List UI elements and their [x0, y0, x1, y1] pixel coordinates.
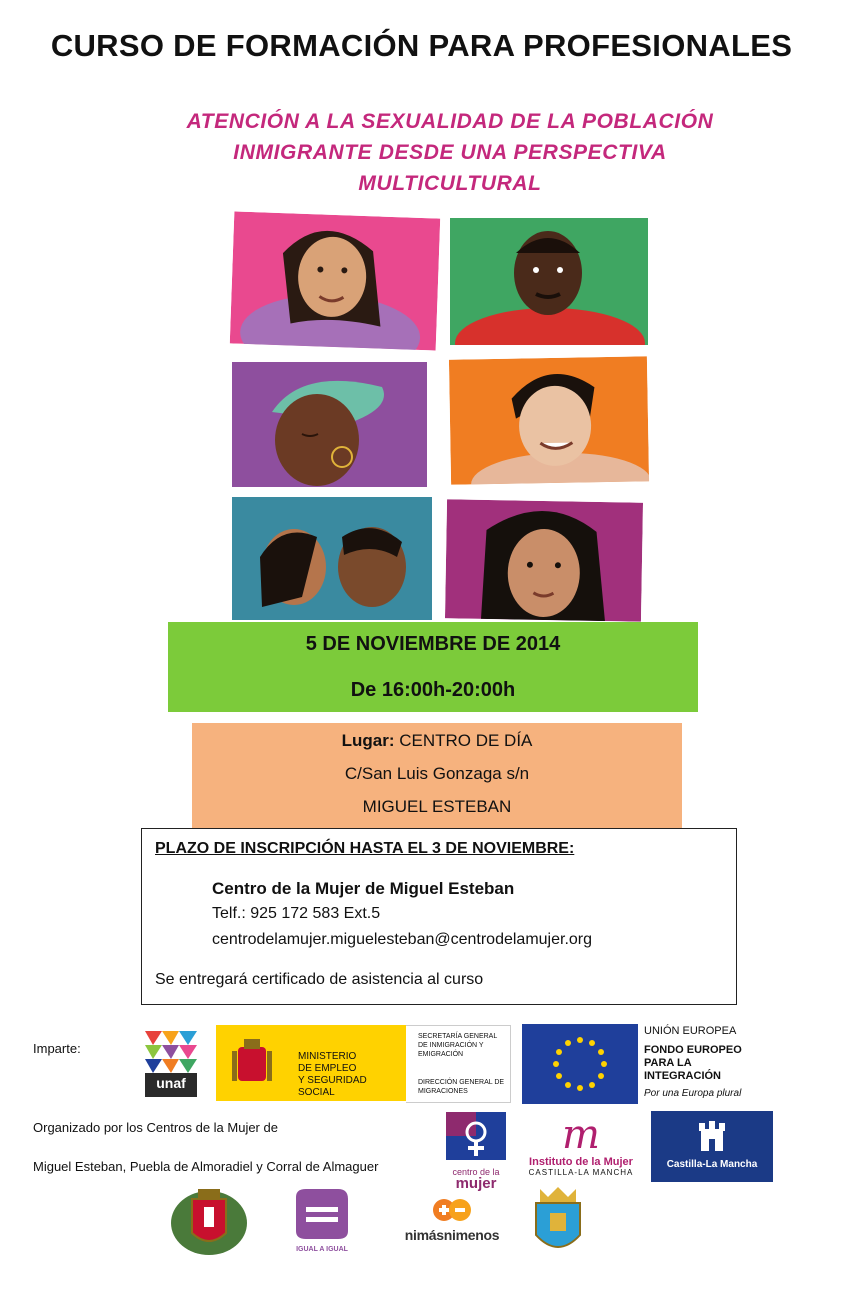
- subtitle-line-1: ATENCIÓN A LA SEXUALIDAD DE LA POBLACIÓN: [186, 110, 714, 133]
- registration-organization: Centro de la Mujer de Miguel Esteban: [212, 879, 515, 898]
- subtitle-line-3: MULTICULTURAL: [358, 172, 542, 195]
- ministry-logo: [216, 1025, 406, 1101]
- crown-crest-icon: [528, 1185, 588, 1261]
- secretaria-line-3: EMIGRACIÓN: [418, 1051, 464, 1058]
- instituto-mujer-logo: [522, 1114, 640, 1186]
- portrait-couple: [232, 497, 432, 620]
- course-date: 5 DE NOVIEMBRE DE 2014: [305, 633, 561, 655]
- eu-line-4: INTEGRACIÓN: [644, 1070, 721, 1082]
- registration-deadline: PLAZO DE INSCRIPCIÓN HASTA EL 3 DE NOVIEMBRE:: [155, 840, 575, 857]
- organized-line-2: Miguel Esteban, Puebla de Almoradiel y Corral de Almaguer: [33, 1159, 379, 1174]
- clm-text: Castilla-La Mancha: [666, 1159, 758, 1170]
- direccion-line-1: DIRECCIÓN GENERAL DE: [418, 1079, 505, 1086]
- direccion-line-2: MIGRACIONES: [418, 1088, 468, 1095]
- eu-text: [644, 1025, 742, 1100]
- date-box: [168, 622, 698, 712]
- eu-line-3: PARA LA: [644, 1057, 692, 1069]
- nimasnimenos-logo: [396, 1198, 508, 1252]
- imparte-label: Imparte:: [33, 1041, 81, 1056]
- centro-mujer-line-1: centro de la: [452, 1167, 500, 1177]
- registration-phone: Telf.: 925 172 583 Ext.5: [212, 905, 381, 922]
- municipal-crest-1: [168, 1183, 250, 1257]
- ministry-line-3: Y SEGURIDAD SOCIAL: [298, 1075, 367, 1098]
- venue-box: [192, 723, 682, 828]
- registration-email[interactable]: centrodelamujer.miguelesteban@centrodelamujer.org: [212, 931, 593, 948]
- venue-street: C/San Luis Gonzaga s/n: [344, 764, 530, 783]
- portrait-woman-headscarf: [232, 362, 427, 487]
- portrait-man-dark: [450, 218, 648, 345]
- venue-town: MIGUEL ESTEBAN: [362, 797, 512, 816]
- eu-motto: Por una Europa plural: [644, 1088, 742, 1099]
- instituto-name: Instituto de la Mujer: [529, 1156, 633, 1168]
- page-title: CURSO DE FORMACIÓN PARA PROFESIONALES: [50, 28, 793, 63]
- spain-coat-of-arms-icon: [230, 1037, 274, 1089]
- eu-line-2: FONDO EUROPEO: [644, 1044, 742, 1056]
- nimas-text: nimásnimenos: [404, 1227, 500, 1243]
- municipal-crest-2: [528, 1185, 588, 1261]
- igual-icon: [290, 1187, 354, 1241]
- ministry-line-1: MINISTERIO: [298, 1051, 357, 1062]
- venue-place-name: CENTRO DE DÍA: [394, 731, 533, 750]
- portrait-woman-long-hair: [445, 499, 643, 621]
- course-time: De 16:00h-20:00h: [350, 679, 516, 701]
- unaf-logo: [145, 1031, 197, 1097]
- centro-mujer-line-2: mujer: [455, 1175, 497, 1192]
- organized-line-1: Organizado por los Centros de la Mujer de: [33, 1120, 278, 1135]
- castle-icon: [697, 1119, 727, 1153]
- ministry-line-2: DE EMPLEO: [298, 1063, 357, 1074]
- ministry-departments: [406, 1025, 511, 1103]
- instituto-m-icon: m: [562, 1112, 600, 1158]
- eu-stars-icon: [522, 1024, 638, 1104]
- secretaria-line-2: DE INMIGRACIÓN Y: [418, 1042, 484, 1049]
- eu-flag: [522, 1024, 638, 1104]
- venue-label: Lugar:: [341, 731, 395, 750]
- portrait-woman-curly: [230, 211, 440, 350]
- centro-mujer-icon: [446, 1112, 506, 1160]
- subtitle-line-2: INMIGRANTE DESDE UNA PERSPECTIVA: [233, 141, 667, 164]
- certificate-note: Se entregará certificado de asistencia al curso: [155, 971, 484, 988]
- venue-place: [192, 731, 682, 751]
- crest-icon: [168, 1183, 250, 1257]
- plus-minus-icon: [432, 1198, 472, 1222]
- eu-line-1: UNIÓN EUROPEA: [644, 1025, 737, 1037]
- castilla-la-mancha-logo: [651, 1111, 773, 1182]
- unaf-text: unaf: [156, 1075, 186, 1091]
- secretaria-line-1: SECRETARÍA GENERAL: [418, 1033, 498, 1040]
- igual-a-igual-logo: [290, 1187, 354, 1255]
- instituto-region: CASTILLA-LA MANCHA: [528, 1168, 634, 1177]
- centro-mujer-logo: [446, 1112, 506, 1192]
- portrait-man-smiling: [449, 356, 649, 484]
- igual-text: IGUAL A IGUAL: [296, 1246, 348, 1253]
- registration-box: [141, 828, 737, 1005]
